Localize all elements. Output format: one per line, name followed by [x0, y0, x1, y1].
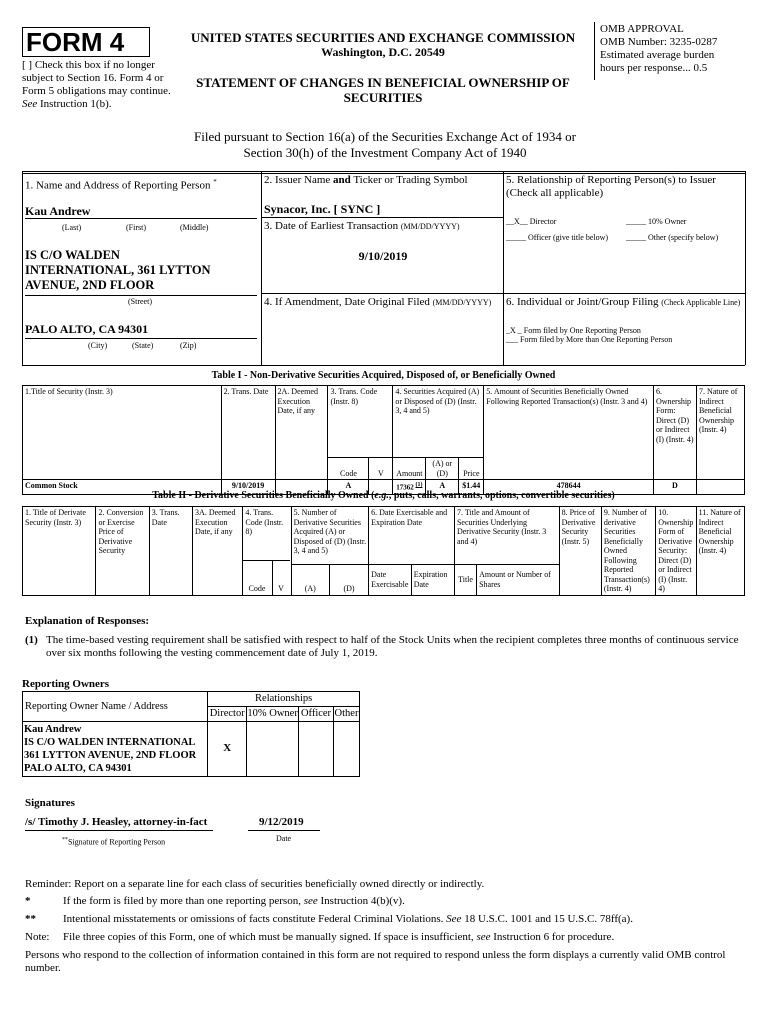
star1-mark: *	[25, 895, 31, 907]
t2-h10: 10. Ownership Form of Derivative Security: Direct (D) or Indirect (I) (Instr. 4)	[656, 507, 696, 596]
t1-row-price: $1.44	[459, 480, 484, 495]
t2-h7: 7. Title and Amount of Securities Underlying Derivative Security (Instr. 3 and 4)	[454, 507, 559, 565]
star2-text: Intentional misstatements or omissions of facts constitute Federal Criminal Violations. See 18 U.S.C. 1001 and 15 U.S.C. 78ff(a).	[63, 913, 633, 925]
t2-d: (D)	[329, 564, 368, 595]
t2-amount: Amount or Number of Shares	[477, 564, 560, 595]
note-text: File three copies of this Form, one of which must be manually signed. If space is insufficient, see Instruction 6 for procedure.	[63, 931, 615, 943]
omb-title: OMB APPROVAL	[600, 23, 684, 35]
signatures-heading: Signatures	[25, 797, 75, 809]
t2-h5: 5. Number of Derivative Securities Acquired (A) or Disposed of (D) (Instr. 3, 4 and 5)	[291, 507, 368, 565]
t2-expiration: Expiration Date	[411, 564, 454, 595]
filed-by-one-checkbox[interactable]: _X _ Form filed by One Reporting Person	[506, 326, 641, 335]
box4-label: 4. If Amendment, Date Original Filed (MM/DD/YYYY)	[264, 296, 492, 308]
t1-row-form: D	[653, 480, 696, 495]
t1-row-aord: A	[426, 480, 459, 495]
signature-label: **Signature of Reporting Person	[62, 837, 166, 847]
t1-aord: (A) or (D)	[426, 458, 459, 480]
date-label: Date	[276, 834, 292, 843]
table2-derivative	[22, 506, 745, 596]
t1-row-date: 9/10/2019	[221, 480, 275, 495]
t1-v: V	[369, 458, 393, 480]
t2-title: Title	[454, 564, 476, 595]
t1-h5: 5. Amount of Securities Beneficially Owned Following Reported Transaction(s) (Instr. 3 and 4)	[484, 386, 654, 480]
box1-label: 1. Name and Address of Reporting Person *	[25, 178, 217, 192]
signer-name: /s/ Timothy J. Heasley, attorney-in-fact	[25, 816, 208, 828]
table2-title: Table II - Derivative Securities Beneficially Owned (e.g., puts, calls, warrants, options, convertible securities)	[152, 490, 615, 501]
omb-burden: Estimated average burden	[600, 49, 715, 61]
footnote-1-mark: (1)	[25, 634, 38, 646]
agency-name: UNITED STATES SECURITIES AND EXCHANGE COMMISSION	[190, 30, 576, 45]
t2-h2: 2. Conversion or Exercise Price of Derivative Security	[96, 507, 149, 596]
ten-percent-owner-checkbox[interactable]: _____ 10% Owner	[626, 217, 687, 226]
omb-approval	[600, 23, 760, 75]
t2-h6: 6. Date Exercisable and Expiration Date	[369, 507, 455, 565]
form-title-box	[22, 27, 150, 57]
filed-pursuant: Filed pursuant to Section 16(a) of the Securities Exchange Act of 1934 or Section 30(h) of the Investment Company Act of 1940	[194, 129, 576, 160]
t2-date-exercisable: Date Exercisable	[369, 564, 412, 595]
form-title: FORM 4	[26, 27, 125, 57]
relationships-header: Relationships	[208, 692, 360, 707]
t2-v: V	[278, 584, 284, 593]
t1-row-amount: 17362 $^{(1)}$	[393, 480, 426, 495]
reporting-person-address: IS C/O WALDEN INTERNATIONAL, 361 LYTTON AVENUE, 2ND FLOOR	[25, 248, 211, 292]
ten-percent-header: 10% Owner	[247, 707, 299, 722]
reminder: Reminder: Report on a separate line for each class of securities beneficially owned directly or indirectly.	[25, 878, 485, 890]
filed-by-more-checkbox[interactable]: ___ Form filed by More than One Reporting Person	[506, 335, 673, 344]
owner-other-mark	[333, 722, 359, 777]
omb-hours: hours per response... 0.5	[600, 62, 708, 74]
owner-director-mark: X	[208, 722, 247, 777]
director-header: Director	[208, 707, 247, 722]
reporting-owners-table	[22, 691, 360, 777]
t1-h1: 1.Title of Security (Instr. 3)	[23, 386, 222, 480]
t1-row-code: A	[328, 480, 369, 495]
box2-label: 2. Issuer Name and Ticker or Trading Symbol	[264, 174, 468, 186]
t1-h6: 6. Ownership Form: Direct (D) or Indirect (I) (Instr. 4)	[653, 386, 696, 480]
owner-ten-mark	[247, 722, 299, 777]
owner-officer-mark	[299, 722, 334, 777]
first-label: (First)	[126, 223, 146, 232]
t2-h3: 3. Trans. Date	[149, 507, 192, 596]
earliest-transaction-date: 9/10/2019	[358, 249, 408, 263]
t1-row-owned: 478644	[484, 480, 654, 495]
t1-price: Price	[459, 458, 484, 480]
officer-checkbox[interactable]: _____ Officer (give title below)	[506, 233, 609, 242]
star1-text: If the form is filed by more than one reporting person, see Instruction 4(b)(v).	[63, 895, 405, 907]
reporting-person-name: Kau Andrew	[25, 204, 91, 218]
table1-title: Table I - Non-Derivative Securities Acquired, Disposed of, or Beneficially Owned	[211, 370, 556, 381]
t1-amount: Amount	[393, 458, 426, 480]
t2-h11: 11. Nature of Indirect Beneficial Ownership (Instr. 4)	[696, 507, 744, 596]
star2-mark: **	[25, 913, 36, 925]
reporting-person-city: PALO ALTO, CA 94301	[25, 322, 149, 336]
t1-h4: 4. Securities Acquired (A) or Disposed of (D) (Instr. 3, 4 and 5)	[393, 386, 484, 458]
no-longer-subject-checkbox-text: [ ] Check this box if no longer subject to Section 16. Form 4 or Form 5 obligations may continue. See Instruction 1(b).	[22, 59, 171, 110]
statement-title: STATEMENT OF CHANGES IN BENEFICIAL OWNERSHIP OF SECURITIES	[196, 75, 570, 105]
officer-header: Officer	[299, 707, 334, 722]
state-label: (State)	[132, 341, 154, 350]
street-label: (Street)	[128, 297, 152, 306]
note-mark: Note:	[25, 931, 50, 943]
zip-label: (Zip)	[180, 341, 197, 350]
agency-city: Washington, D.C. 20549	[321, 45, 445, 59]
t1-h7: 7. Nature of Indirect Beneficial Ownership (Instr. 4)	[696, 386, 744, 480]
t2-h8: 8. Price of Derivative Security (Instr. 5)	[559, 507, 601, 596]
other-checkbox[interactable]: _____ Other (specify below)	[626, 233, 719, 242]
owner-name-header: Reporting Owner Name / Address	[23, 692, 208, 722]
t1-h2a: 2A. Deemed Execution Date, if any	[275, 386, 328, 480]
last-label: (Last)	[62, 223, 82, 232]
other-header: Other	[333, 707, 359, 722]
persons-notice: Persons who respond to the collection of information contained in this form are not required to respond unless the form displays a currently valid OMB control number.	[25, 949, 726, 974]
issuer-name: Synacor, Inc. [ SYNC ]	[264, 202, 381, 216]
city-label: (City)	[88, 341, 108, 350]
t2-a: (A)	[291, 564, 329, 595]
t1-code: Code	[328, 458, 369, 480]
owner-address: Kau Andrew IS C/O WALDEN INTERNATIONAL 361 LYTTON AVENUE, 2ND FLOOR PALO ALTO, CA 94301	[23, 722, 208, 777]
signature-date: 9/12/2019	[259, 816, 304, 828]
box6-label: 6. Individual or Joint/Group Filing (Check Applicable Line)	[506, 296, 741, 308]
t2-h3a: 3A. Deemed Execution Date, if any	[193, 507, 243, 596]
owner-row	[23, 722, 360, 777]
reporting-owners-heading: Reporting Owners	[22, 678, 110, 690]
t2-code: Code	[248, 584, 266, 593]
director-checkbox[interactable]: __X__ Director	[506, 217, 557, 226]
t1-h2: 2. Trans. Date	[221, 386, 275, 480]
t2-h9: 9. Number of derivative Securities Beneficially Owned Following Reported Transaction(s) (Instr. 4)	[601, 507, 655, 596]
t2-h4: 4. Trans. Code (Instr. 8)	[243, 507, 291, 596]
t2-h1: 1. Title of Derivate Security (Instr. 3)	[23, 507, 96, 596]
footnote-1-text: The time-based vesting requirement shall be satisfied with respect to half of the Stock Units when the recipient completes three months of continuous service over six months following the vesting commencement date of July 1, 2019.	[46, 634, 739, 659]
middle-label: (Middle)	[180, 223, 209, 232]
t1-row-title: Common Stock	[23, 480, 222, 495]
explanation-heading: Explanation of Responses:	[25, 615, 150, 627]
t1-h3: 3. Trans. Code (Instr. 8)	[328, 386, 393, 458]
box5-label: 5. Relationship of Reporting Person(s) to Issuer (Check all applicable)	[506, 174, 716, 199]
omb-number: OMB Number: 3235-0287	[600, 36, 718, 48]
box3-label: 3. Date of Earliest Transaction (MM/DD/YYYY)	[264, 220, 460, 232]
table1-non-derivative	[22, 385, 745, 495]
